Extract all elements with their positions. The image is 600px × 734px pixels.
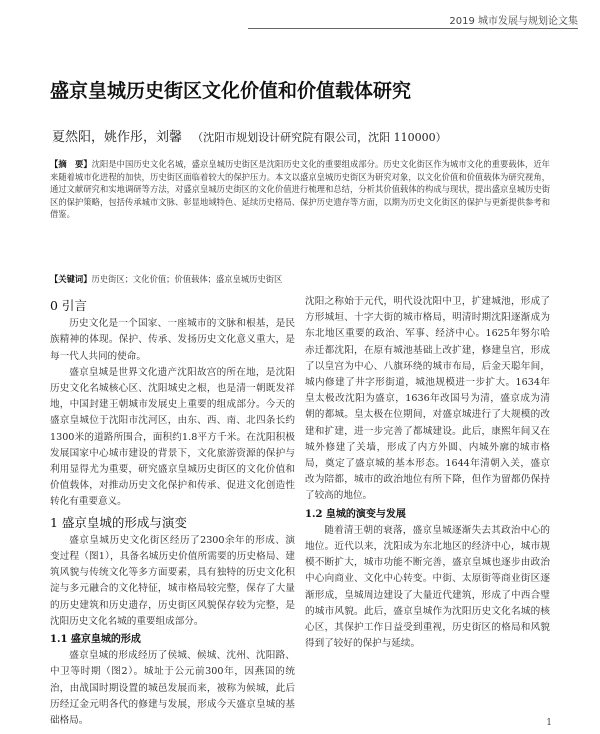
intro-paragraph-1: 历史文化是一个国家、一座城市的文脉和根基，是民族精神的体现。保护、传承、发扬历史文化意义重大，是每一代人共同的使命。: [50, 318, 295, 362]
journal-name: 2019 城市发展与规划论文集: [449, 16, 578, 27]
section-heading-intro: 0 引言: [50, 298, 87, 313]
section-heading-1: 1 盛京皇城的形成与演变: [50, 514, 187, 530]
right-column: [305, 294, 550, 652]
abstract-text: 沈阳是中国历史文化名城，盛京皇城历史街区是沈阳历史文化的重要组成部分。历史文化街区作为城市文化的重要载体，近年来随着城市化进程的加快，历史街区面临着较大的保护压力。本文以盛京皇城历史街区为研究对象，以文化价值和价值载体为研究视角，通过文献研究和实地调研等方法，对盛京皇城历史街区的文化价值进行梳理和总结，分析其价值载体的构成与现状，提出盛京皇城历史街区的保护策略，包括传承城市文脉、彰显地域特色、延续历史格局、保护历史遗存等方面，以期为历史文化街区的保护与更新提供参考和借鉴。: [50, 159, 550, 220]
keywords-label: 【关键词】: [50, 274, 92, 284]
abstract-label: 【摘 要】: [50, 159, 92, 169]
subsection-1-2-paragraph: 随着清王朝的衰落，盛京皇城逐渐失去其政治中心的地位。近代以来，沈阳成为东北地区的经济中心，城市规模不断扩大，城市功能不断完善，盛京皇城也逐步由政治中心向商业、文化中心转变。中街、太原街等商业街区逐渐形成，皇城周边建设了大量近代建筑，形成了中西合璧的城市风貌。此后，盛京皇城作为沈阳历史文化名城的核心区，其保护工作日益受到重视，历史街区的格局和风貌得到了较好的保护与延续。: [305, 524, 550, 650]
right-paragraph-1: 沈阳之称始于元代，明代设沈阳中卫，扩建城池，形成了方形城垣、十字大街的城市格局，明清时期沈阳逐渐成为东北地区重要的政治、军事、经济中心。1625年努尔哈赤迁都沈阳，在原有城池基础上改扩建，修建皇宫，形成了以皇宫为中心、八旗环绕的城市布局，后金天聪年间，城内修建了井字形街道，城池规模进一步扩大。1634年皇太极改沈阳为盛京，1636年改国号为清，盛京成为清朝的都城。皇太极在位期间，对盛京城进行了大规模的改建和扩建，进一步完善了都城建设。此后，康熙年间又在城外修建了关墙，形成了内方外圆、内城外廓的城市格局，奠定了盛京城的基本形态。1644年清朝入关，盛京改为陪都，城市的政治地位有所下降，但作为留都仍保持了较高的地位。: [305, 296, 550, 502]
author-affiliation: （沈阳市规划设计研究院有限公司，沈阳 110000）: [192, 131, 447, 144]
intro-paragraph-2: 盛京皇城是世界文化遗产沈阳故宫的所在地，是沈阳历史文化名城核心区、沈阳城史之根，也是清一朝既发祥地，中国封建王朝城市发展史上重要的组成部分。今天的盛京皇城位于沈阳市沈河区，由东、西、南、北四条长约1300米的道路所围合，面积约1.8平方千米。在沈阳积极发展国家中心城市建设的背景下，文化旅游资源的保护与利用显得尤为重要，研究盛京皇城历史街区的文化价值和价值载体，对推动历史文化保护和传承、促进文化创造性转化有重要意义。: [50, 366, 295, 508]
subsection-1-1-paragraph: 盛京皇城的形成经历了侯城、候城、沈州、沈阳路、中卫等时期（图2）。城址于公元前300年，因燕国的统治，由战国时期设置的城邑发展而来，被称为候城，此后历经辽金元明各代的修建与发展，形成今天盛京皇城的基础格局。: [50, 650, 295, 727]
header-rule: [248, 28, 578, 29]
author-line: [52, 126, 447, 145]
keywords: [50, 273, 550, 285]
keywords-text: 历史街区；文化价值；价值载体；盛京皇城历史街区: [91, 274, 283, 284]
subsection-heading-1-2: 1.2 皇城的演变与发展: [305, 508, 406, 520]
abstract: [50, 158, 550, 221]
subsection-heading-1-1: 1.1 盛京皇城的形成: [50, 634, 141, 646]
page-number: 1: [546, 718, 552, 728]
author-names: 夏然阳，姚作彤，刘馨: [52, 130, 183, 145]
left-column: [50, 294, 295, 729]
running-header: [248, 10, 578, 30]
section-1-paragraph: 盛京皇城历史文化街区经历了2300余年的形成、演变过程（图1），具备名城历史价值所需要的历史格局、建筑风貌与传统文化等多方面要素，具有独特的历史文化积淀与多元融合的文化特征，城市格局较完整，保存了大量的历史建筑和历史遗存，历史街区风貌保存较为完整，是沈阳历史文化名城的重要组成部分。: [50, 534, 295, 627]
paper-title: 盛京皇城历史街区文化价值和价值载体研究: [50, 80, 412, 102]
